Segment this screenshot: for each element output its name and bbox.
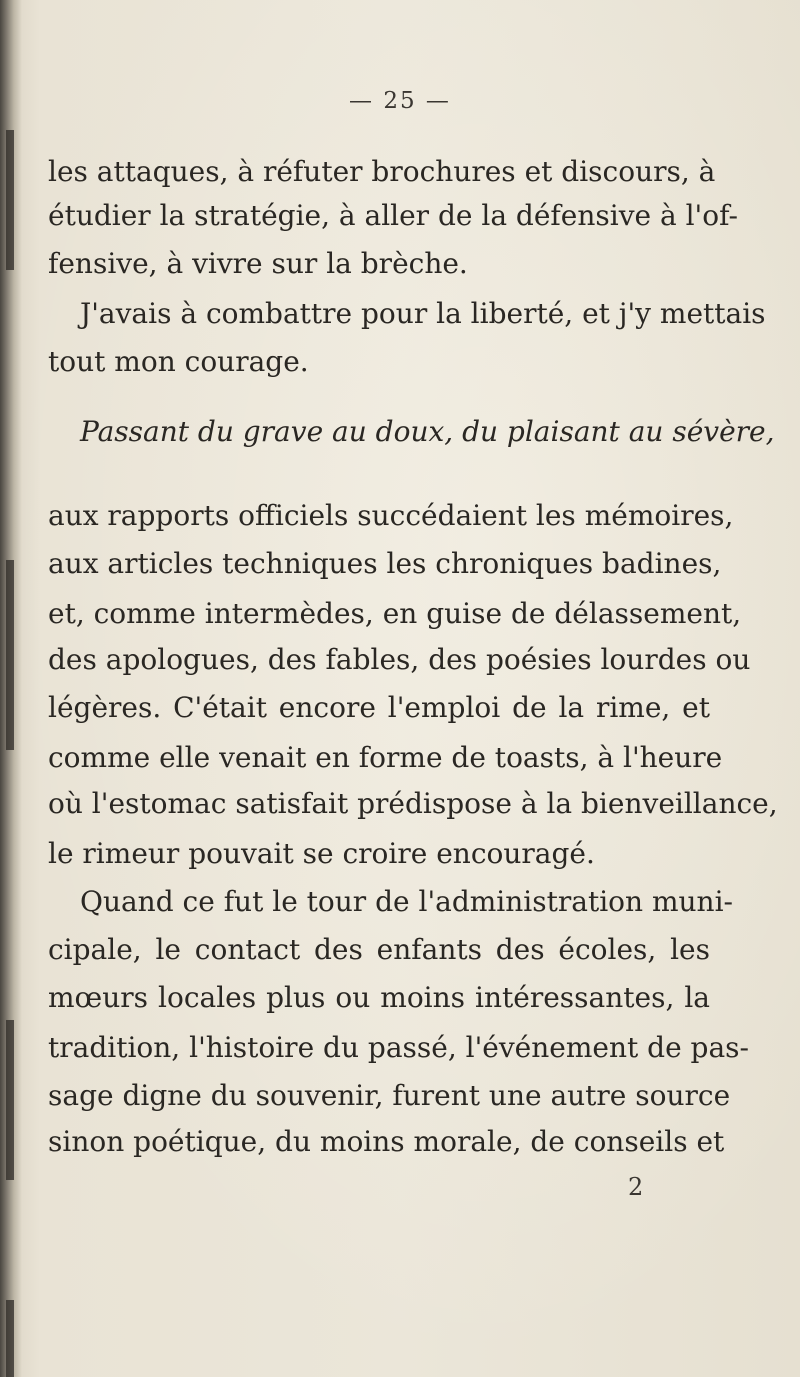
text-line: les attaques, à réfuter brochures et discours, à [48, 155, 716, 188]
binding-mark [6, 1300, 14, 1377]
text-line: mœurs locales plus ou moins intéressantes, la [48, 981, 710, 1014]
text-line: fensive, à vivre sur la brèche. [48, 247, 468, 280]
text-line: sage digne du souvenir, furent une autre source [48, 1079, 731, 1112]
quote-line: Passant du grave au doux, du plaisant au sévère, [80, 415, 775, 448]
text-line: cipale, le contact des enfants des écoles, les [48, 933, 710, 966]
text-line: tout mon courage. [48, 345, 309, 378]
text-line: le rimeur pouvait se croire encouragé. [48, 837, 595, 870]
binding-mark [6, 1020, 14, 1180]
text-line: tradition, l'histoire du passé, l'événement de pas- [48, 1031, 749, 1064]
binding-mark [6, 130, 14, 270]
binding-mark [6, 560, 14, 750]
text-line: légères. C'était encore l'emploi de la rime, et [48, 691, 710, 724]
text-line: sinon poétique, du moins morale, de conseils et [48, 1125, 725, 1158]
text-line: aux articles techniques les chroniques badines, [48, 547, 722, 580]
text-line: des apologues, des fables, des poésies lourdes ou [48, 643, 751, 676]
text-line: étudier la stratégie, à aller de la défensive à l'of- [48, 199, 738, 232]
text-line: Quand ce fut le tour de l'administration muni- [80, 885, 733, 918]
text-line: comme elle venait en forme de toasts, à l'heure [48, 741, 723, 774]
page-number-header: — 25 — [349, 88, 451, 114]
text-line: et, comme intermèdes, en guise de délassement, [48, 597, 742, 630]
text-line: aux rapports officiels succédaient les mémoires, [48, 499, 734, 532]
text-line: où l'estomac satisfait prédispose à la bienveillance, [48, 787, 778, 820]
signature-mark: 2 [628, 1173, 644, 1201]
text-line: J'avais à combattre pour la liberté, et j'y mettais [80, 297, 766, 330]
